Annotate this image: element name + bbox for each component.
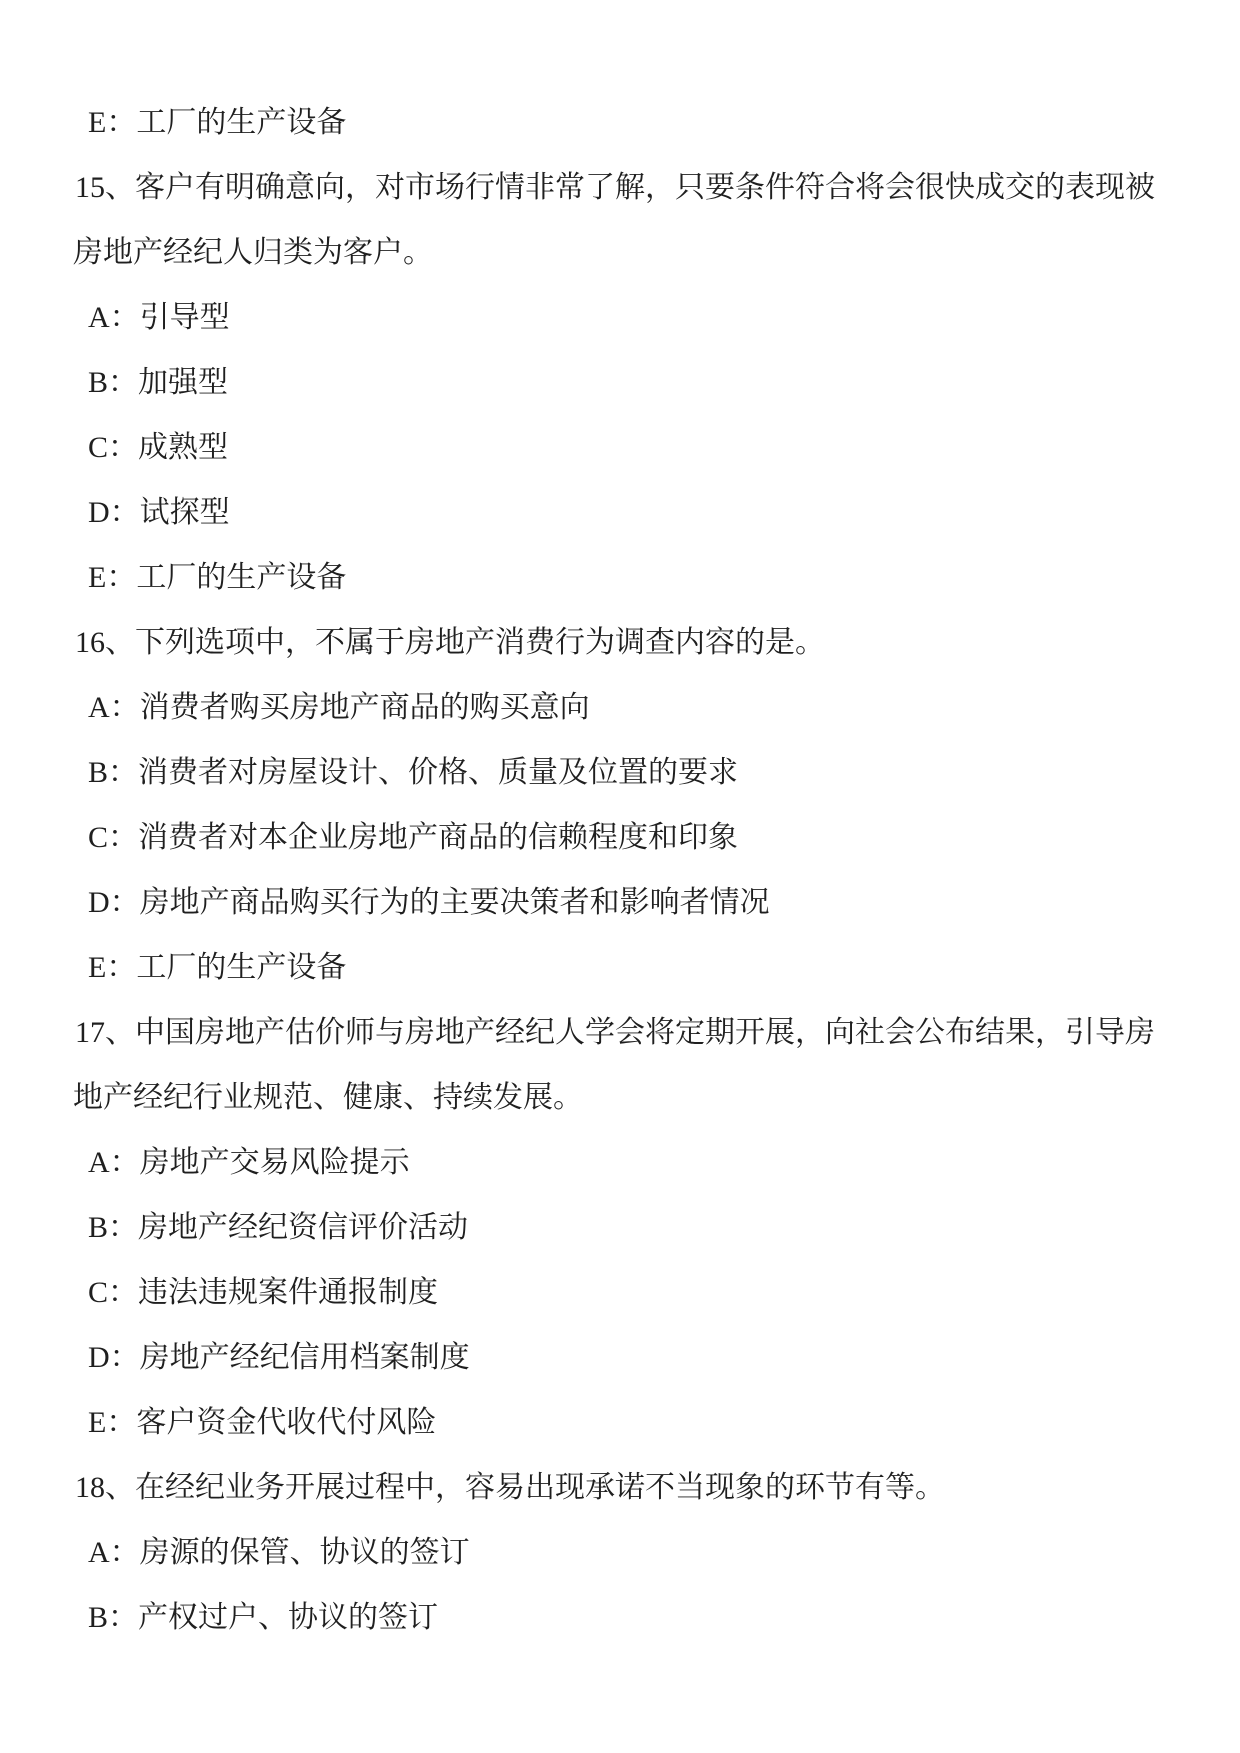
option-label: A： <box>88 1536 140 1569</box>
option-text: 消费者对房屋设计、价格、质量及位置的要求 <box>138 756 739 789</box>
question-text: 地产经纪行业规范、健康、持续发展。 <box>73 1081 583 1114</box>
option-text: 消费者对本企业房地产商品的信赖程度和印象 <box>138 821 739 854</box>
option-label: D： <box>88 496 140 529</box>
question-line <box>0 1455 1240 1520</box>
option-label: D： <box>88 886 140 919</box>
option-line <box>0 90 1240 155</box>
question-text: 房地产经纪人归类为客户。 <box>73 236 433 269</box>
option-label: C： <box>88 431 139 464</box>
option-line <box>0 740 1240 805</box>
question-text: 下列选项中，不属于房地产消费行为调查内容的是。 <box>135 626 825 659</box>
option-line <box>0 1325 1240 1390</box>
option-label: D： <box>88 1341 140 1374</box>
option-label: E： <box>88 951 137 984</box>
option-text: 产权过户、协议的签订 <box>138 1601 439 1634</box>
option-text: 客户资金代收代付风险 <box>136 1406 437 1439</box>
option-line <box>0 1390 1240 1455</box>
question-number: 18、 <box>75 1471 135 1504</box>
question-line <box>0 155 1240 220</box>
option-text: 房地产商品购买行为的主要决策者和影响者情况 <box>139 886 770 919</box>
question-continuation-line <box>0 220 1240 285</box>
option-line <box>0 545 1240 610</box>
option-label: B： <box>88 756 139 789</box>
question-continuation-line <box>0 1065 1240 1130</box>
option-text: 工厂的生产设备 <box>136 106 347 139</box>
option-line <box>0 1585 1240 1650</box>
option-line <box>0 415 1240 480</box>
option-text: 加强型 <box>138 366 229 399</box>
option-text: 违法违规案件通报制度 <box>138 1276 439 1309</box>
option-label: A： <box>88 691 140 724</box>
question-text: 中国房地产估价师与房地产经纪人学会将定期开展，向社会公布结果，引导房 <box>135 1016 1155 1049</box>
question-text: 在经纪业务开展过程中，容易出现承诺不当现象的环节有等。 <box>135 1471 945 1504</box>
option-text: 房源的保管、协议的签订 <box>139 1536 470 1569</box>
option-text: 房地产交易风险提示 <box>139 1146 410 1179</box>
option-label: C： <box>88 821 139 854</box>
option-line <box>0 1260 1240 1325</box>
option-label: E： <box>88 106 137 139</box>
option-line <box>0 935 1240 1000</box>
option-label: A： <box>88 1146 140 1179</box>
question-number: 17、 <box>75 1016 135 1049</box>
option-line <box>0 675 1240 740</box>
option-text: 工厂的生产设备 <box>136 561 347 594</box>
question-line <box>0 610 1240 675</box>
option-line <box>0 350 1240 415</box>
option-text: 工厂的生产设备 <box>136 951 347 984</box>
option-line <box>0 285 1240 350</box>
option-line <box>0 805 1240 870</box>
option-text: 成熟型 <box>138 431 229 464</box>
question-number: 15、 <box>75 171 135 204</box>
option-line <box>0 1520 1240 1585</box>
option-label: B： <box>88 1211 139 1244</box>
option-label: E： <box>88 1406 137 1439</box>
option-line <box>0 1195 1240 1260</box>
option-line <box>0 1130 1240 1195</box>
option-label: B： <box>88 366 139 399</box>
option-label: E： <box>88 561 137 594</box>
option-label: C： <box>88 1276 139 1309</box>
question-line <box>0 1000 1240 1065</box>
option-text: 房地产经纪信用档案制度 <box>139 1341 470 1374</box>
option-line <box>0 870 1240 935</box>
option-text: 消费者购买房地产商品的购买意向 <box>139 691 590 724</box>
option-line <box>0 480 1240 545</box>
question-text: 客户有明确意向，对市场行情非常了解，只要条件符合将会很快成交的表现被 <box>135 171 1155 204</box>
option-label: B： <box>88 1601 139 1634</box>
option-text: 房地产经纪资信评价活动 <box>138 1211 469 1244</box>
option-text: 引导型 <box>139 301 230 334</box>
option-text: 试探型 <box>139 496 230 529</box>
question-number: 16、 <box>75 626 135 659</box>
option-label: A： <box>88 301 140 334</box>
